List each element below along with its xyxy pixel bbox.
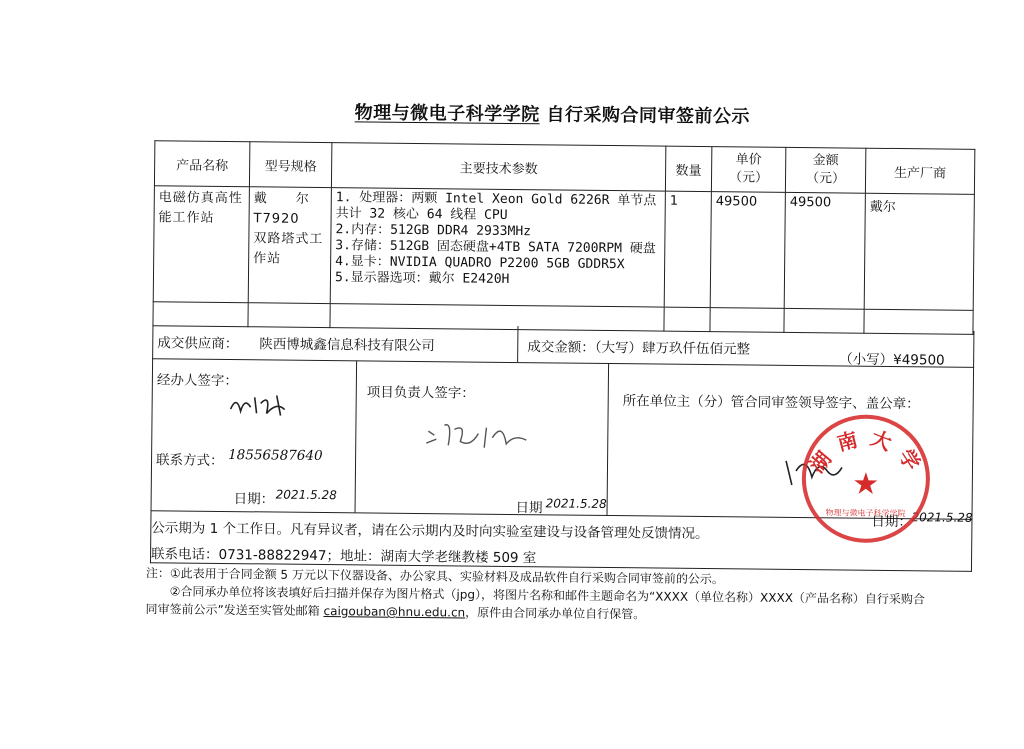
handler-date: 2021.5.28 (275, 487, 337, 503)
email-link[interactable]: caigouban@hnu.edu.cn (323, 604, 466, 620)
page-title (355, 98, 751, 128)
header-amount: 金额 （元） (785, 147, 865, 193)
cell-product: 电磁仿真高性能工作站 (153, 186, 249, 303)
seal-text: 湖南大学 (804, 424, 931, 483)
header-product: 产品名称 (154, 141, 249, 187)
header-specs: 主要技术参数 (331, 143, 665, 191)
spec-line: 1. 处理器：两颗 Intel Xeon Gold 6226R 单节点 (335, 190, 657, 209)
cell-price: 49500 (710, 192, 785, 309)
department-name: 物理与微电子科学学院 (354, 102, 540, 126)
project-lead-date-label: 日期 (515, 500, 543, 517)
notice-box (150, 510, 973, 572)
spec-line: 共计 32 核心 64 线程 CPU (335, 206, 508, 223)
note-3-end: ，原件由合同承办单位自行保管。 (465, 605, 646, 622)
contact-phone: 18556587640 (228, 447, 323, 465)
deal-amount-small: （小写）¥49500 (839, 351, 945, 369)
spec-line: 3.存储：512GB 固态硬盘+4TB SATA 7200RPM 硬盘 (335, 238, 656, 257)
deal-amount: 成交金额：（大写）肆万玖仟伍佰元整 (527, 339, 751, 358)
note-1: 注：①此表用于合同金额 5 万元以下仪器设备、办公家具、实验材料及成品软件自行采购合同审签前的公示。 (145, 566, 724, 587)
unit-lead-date: 2021.5.28 (911, 510, 973, 525)
project-lead-label: 项目负责人签字： (366, 384, 475, 402)
notice-line-2: 联系电话：0731-88822947；地址：湖南大学老继教楼 509 室 (150, 546, 537, 567)
spec-line: 4.显卡：NVIDIA QUADRO P2200 5GB GDDR5X (335, 254, 625, 273)
cell-specs (330, 188, 665, 307)
seal-subtext: 物理与微电子科学学院 (825, 508, 906, 519)
procurement-table (152, 140, 975, 335)
header-qty: 数量 (665, 146, 711, 191)
table-row (153, 186, 974, 311)
header-model: 型号规格 (249, 142, 331, 188)
header-maker: 生产厂商 (865, 148, 974, 194)
cell-amount: 49500 (784, 192, 865, 309)
cell-model: 戴 尔T7920 双路塔式工作站 (248, 187, 331, 304)
notice-line-1: 公示期为 1 个工作日。凡有异议者，请在公示期内及时向实验室建设与设备管理处反馈情况。 (151, 520, 709, 543)
cell-qty: 1 (664, 191, 711, 307)
handler-date-label: 日期： (233, 491, 275, 508)
cell-maker: 戴尔 (864, 193, 974, 310)
project-lead-signature (422, 417, 532, 452)
spec-line: 5.显示器选项：戴尔 E2420H (334, 270, 510, 287)
project-lead-date: 2021.5.28 (545, 496, 607, 511)
title-text: 自行采购合同审签前公示 (546, 104, 751, 128)
svg-text:★: ★ (852, 466, 880, 502)
contact-label: 联系方式： (155, 452, 224, 469)
handler-label: 经办人签字： (156, 372, 238, 390)
unit-lead-label: 所在单位主（分）管合同审签领导签字、盖公章： (622, 393, 920, 413)
supplier-name: 陕西博城鑫信息科技有限公司 (259, 336, 435, 355)
handler-signature (226, 389, 296, 420)
spec-line: 2.内存：512GB DDR4 2933MHz (335, 222, 532, 240)
note-3-text: 同审签前公示”发送至实管处邮箱 (145, 602, 324, 619)
note-2: ②合同承办单位将该表填好后扫描并保存为图片格式（jpg），将图片名称和邮件主题命名为“XXXX（单位名称）XXXX（产品名称）自行采购合 (169, 584, 926, 607)
footnotes (145, 564, 976, 627)
supplier-label: 成交供应商： (157, 335, 239, 353)
unit-lead-date-label: 日期： (871, 513, 913, 531)
header-price: 单价 （元） (711, 147, 785, 193)
